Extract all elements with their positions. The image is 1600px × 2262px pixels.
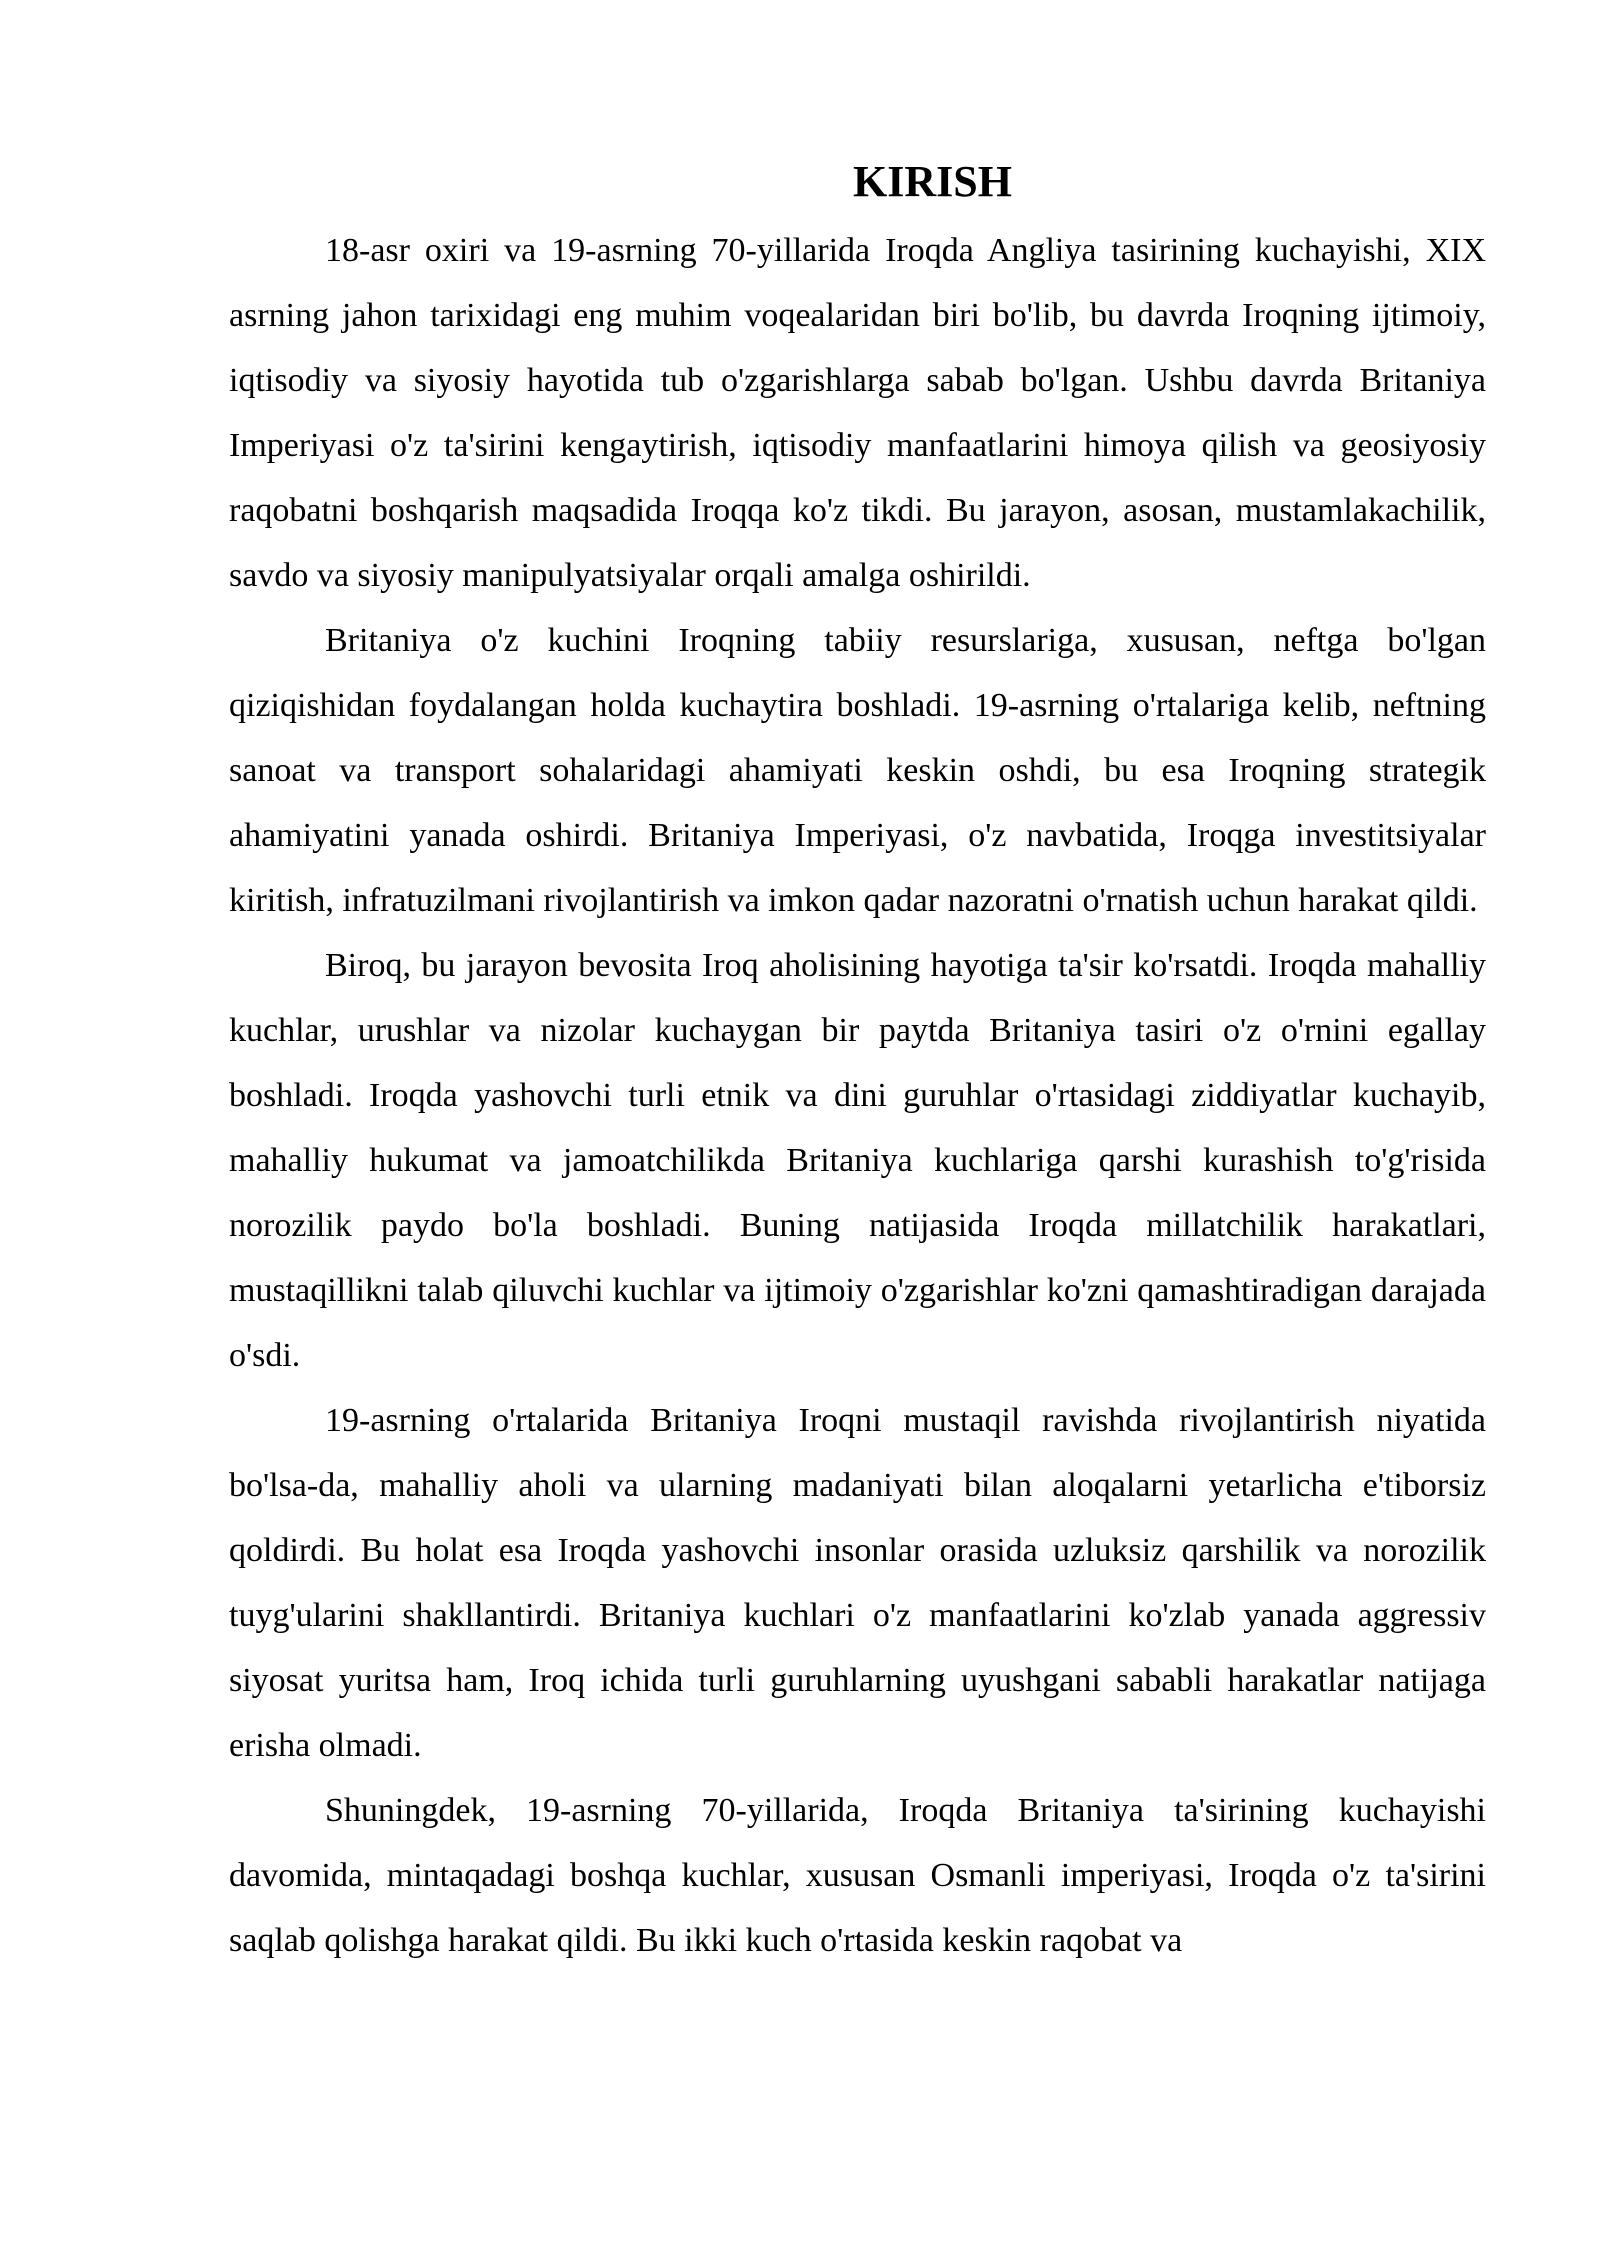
paragraph-5: Shuningdek, 19-asrning 70-yillarida, Iroqda Britaniya ta'sirining kuchayishi davomida, mintaqadagi boshqa kuchlar, xususan Osmanli imperiyasi, Iroqda o'z ta'sirini saqlab qolishga harakat qildi. Bu ikki kuch o'rtasida keskin raqobat va [229,1792,1486,1959]
paragraph-3: Biroq, bu jarayon bevosita Iroq aholisining hayotiga ta'sir ko'rsatdi. Iroqda mahalliy kuchlar, urushlar va nizolar kuchaygan bir paytda Britaniya tasiri o'z o'rnini egallay boshladi. Iroqda yashovchi turli etnik va dini guruhlar o'rtasidagi ziddiyatlar kuchayib, mahalliy hukumat va jamoatchilikda Britaniya kuchlariga qarshi kurashish to'g'risida norozilik paydo bo'la boshladi. Buning natijasida Iroqda millatchilik harakatlari, mustaqillikni talab qiluvchi kuchlar va ijtimoiy o'zgarishlar ko'zni qamashtiradigan darajada o'sdi. [229,947,1486,1374]
page-content [229,152,1486,1973]
paragraph-4: 19-asrning o'rtalarida Britaniya Iroqni mustaqil ravishda rivojlantirish niyatida bo'lsa-da, mahalliy aholi va ularning madaniyati bilan aloqalarni yetarlicha e'tiborsiz qoldirdi. Bu holat esa Iroqda yashovchi insonlar orasida uzluksiz qarshilik va norozilik tuyg'ularini shakllantirdi. Britaniya kuchlari o'z manfaatlarini ko'zlab yanada aggressiv siyosat yuritsa ham, Iroq ichida turli guruhlarning uyushgani sababli harakatlar natijaga erisha olmadi. [229,1402,1486,1764]
paragraph-2: Britaniya o'z kuchini Iroqning tabiiy resurslariga, xususan, neftga bo'lgan qiziqishidan foydalangan holda kuchaytira boshladi. 19-asrning o'rtalariga kelib, neftning sanoat va transport sohalaridagi ahamiyati keskin oshdi, bu esa Iroqning strategik ahamiyatini yanada oshirdi. Britaniya Imperiyasi, o'z navbatida, Iroqga investitsiyalar kiritish, infratuzilmani rivojlantirish va imkon qadar nazoratni o'rnatish uchun harakat qildi. [229,622,1486,919]
paragraph-1: 18-asr oxiri va 19-asrning 70-yillarida Iroqda Angliya tasirining kuchayishi, XIX asrning jahon tarixidagi eng muhim voqealaridan biri bo'lib, bu davrda Iroqning ijtimoiy, iqtisodiy va siyosiy hayotida tub o'zgarishlarga sabab bo'lgan. Ushbu davrda Britaniya Imperiyasi o'z ta'sirini kengaytirish, iqtisodiy manfaatlarini himoya qilish va geosiyosiy raqobatni boshqarish maqsadida Iroqqa ko'z tikdi. Bu jarayon, asosan, mustamlakachilik, savdo va siyosiy manipulyatsiyalar orqali amalga oshirildi. [229,232,1486,594]
page-title: KIRISH [853,157,1012,206]
